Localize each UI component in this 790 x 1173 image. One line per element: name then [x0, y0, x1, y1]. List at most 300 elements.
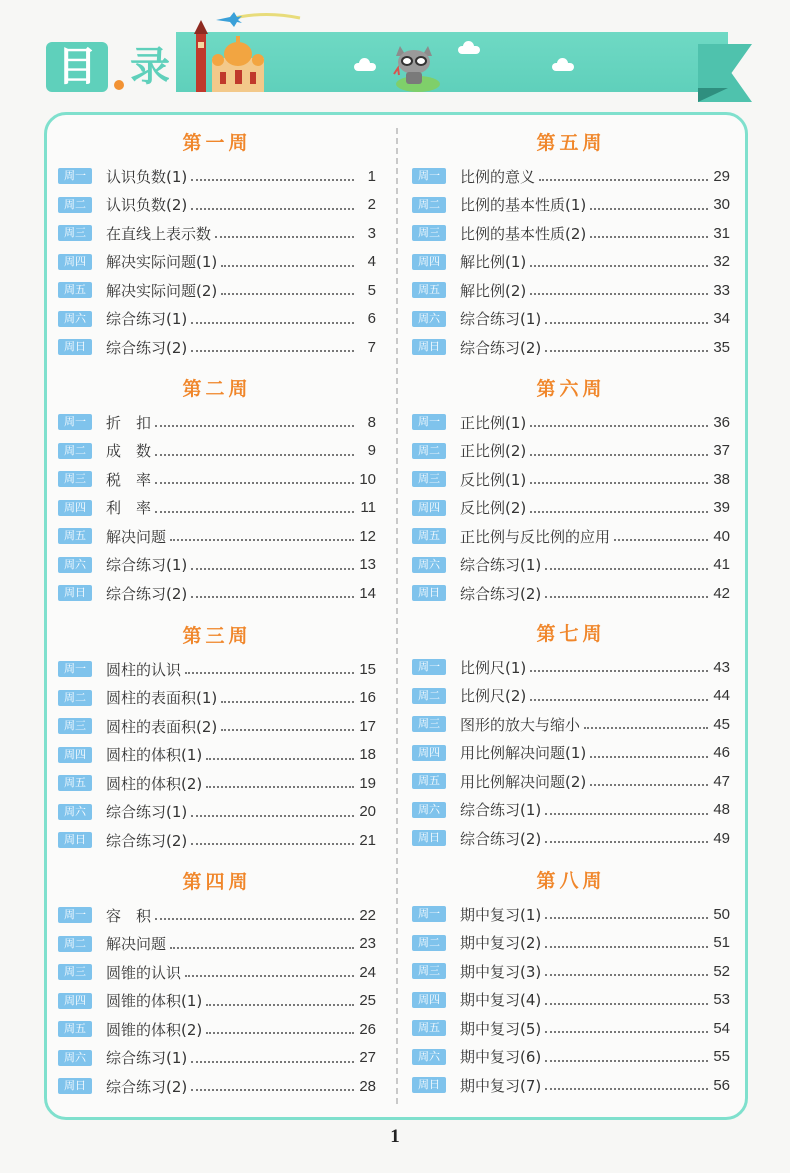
entry-title: 综合练习(2) [106, 338, 188, 357]
day-badge: 周日 [412, 1077, 446, 1093]
entry-title: 比例的意义 [460, 167, 536, 186]
page-number: 9 [367, 442, 376, 460]
entry-title: 解决问题 [106, 527, 167, 546]
entry-title: 综合练习(2) [460, 829, 542, 848]
entry-title: 解比例(2) [460, 281, 527, 300]
entry-title: 综合练习(1) [460, 556, 542, 575]
dot-leader [530, 511, 708, 513]
cloud-icon [458, 46, 480, 54]
entry-title: 比例的基本性质(2) [460, 224, 587, 243]
week-title: 第六周 [536, 378, 606, 400]
page-number: 36 [713, 413, 730, 431]
week-title: 第五周 [536, 132, 606, 154]
toc-entry[interactable] [412, 739, 730, 768]
entry-title: 期中复习(2) [460, 934, 542, 953]
dot-leader [545, 1088, 708, 1090]
dot-leader [191, 568, 354, 570]
dot-leader [545, 1060, 708, 1062]
toc-entry[interactable] [58, 826, 376, 855]
page-number: 14 [359, 584, 376, 602]
entry-title: 圆锥的体积(1) [106, 992, 203, 1011]
day-badge: 周四 [412, 254, 446, 270]
week-title: 第八周 [536, 870, 606, 892]
page-number: 47 [713, 772, 730, 790]
day-badge: 周二 [412, 197, 446, 213]
entry-title: 综合练习(2) [460, 584, 542, 603]
dot-leader [191, 843, 354, 845]
day-badge: 周二 [58, 197, 92, 213]
dot-leader [206, 1032, 354, 1034]
entry-title: 解决问题 [106, 935, 167, 954]
toc-entry[interactable] [58, 930, 376, 959]
toc-entry[interactable] [58, 1044, 376, 1073]
page-number: 29 [713, 167, 730, 185]
toc-entry[interactable] [58, 191, 376, 220]
toc-entry[interactable] [412, 551, 730, 580]
dot-leader [170, 947, 354, 949]
dot-leader [614, 539, 708, 541]
day-badge: 周三 [412, 225, 446, 241]
day-badge: 周一 [412, 659, 446, 675]
dot-leader [170, 539, 354, 541]
day-badge: 周一 [58, 168, 92, 184]
toc-entry[interactable] [412, 494, 730, 523]
day-badge: 周三 [412, 471, 446, 487]
page-number: 43 [713, 658, 730, 676]
entry-title: 利 率 [106, 499, 152, 518]
day-badge: 周五 [412, 1020, 446, 1036]
page-number: 5 [367, 281, 376, 299]
day-badge: 周六 [412, 802, 446, 818]
dot-leader [191, 596, 354, 598]
dot-leader [530, 482, 708, 484]
dot-leader [530, 425, 708, 427]
dot-leader [215, 236, 354, 238]
entry-title: 圆锥的体积(2) [106, 1020, 203, 1039]
week-section [58, 372, 376, 608]
week-section [58, 619, 376, 855]
page-number: 55 [713, 1048, 730, 1066]
entry-title: 解决实际问题(1) [106, 253, 218, 272]
page-number: 26 [359, 1020, 376, 1038]
entry-title: 比例尺(2) [460, 687, 527, 706]
toc-entry[interactable] [412, 276, 730, 305]
toc-entry[interactable] [412, 522, 730, 551]
toc-entry[interactable] [58, 162, 376, 191]
day-badge: 周五 [58, 528, 92, 544]
dot-leader [191, 350, 354, 352]
day-badge: 周六 [412, 557, 446, 573]
day-badge: 周五 [58, 775, 92, 791]
toc-entry[interactable] [412, 162, 730, 191]
entry-title: 期中复习(5) [460, 1019, 542, 1038]
dot-leader [206, 1004, 354, 1006]
week-section [412, 372, 730, 608]
page-number: 28 [359, 1077, 376, 1095]
entry-title: 期中复习(1) [460, 905, 542, 924]
toc-entry[interactable] [58, 333, 376, 362]
day-badge: 周一 [58, 414, 92, 430]
day-badge: 周六 [58, 1050, 92, 1066]
week-section [412, 126, 730, 362]
toc-entry[interactable] [412, 682, 730, 711]
page-number: 18 [359, 746, 376, 764]
toc-entry[interactable] [58, 408, 376, 437]
cathedral-icon [192, 18, 268, 92]
raccoon-mascot-icon [390, 40, 440, 92]
day-badge: 周六 [412, 311, 446, 327]
day-badge: 周一 [58, 907, 92, 923]
toc-entry[interactable] [412, 900, 730, 929]
entry-title: 用比例解决问题(1) [460, 744, 587, 763]
day-badge: 周日 [58, 1078, 92, 1094]
page-number: 39 [713, 499, 730, 517]
entry-title: 圆柱的表面积(1) [106, 689, 218, 708]
page-number: 35 [713, 338, 730, 356]
toc-entry[interactable] [412, 929, 730, 958]
toc-entry[interactable] [58, 741, 376, 770]
entry-title: 综合练习(1) [106, 310, 188, 329]
dot-leader [545, 1031, 708, 1033]
toc-entry[interactable] [58, 305, 376, 334]
entry-title: 正比例与反比例的应用 [460, 527, 611, 546]
toc-entry[interactable] [58, 579, 376, 608]
dot-leader [545, 1003, 708, 1005]
toc-entry[interactable] [412, 248, 730, 277]
entry-title: 圆柱的表面积(2) [106, 717, 218, 736]
day-badge: 周日 [412, 339, 446, 355]
page-number: 53 [713, 991, 730, 1009]
day-badge: 周六 [412, 1049, 446, 1065]
entry-title: 期中复习(6) [460, 1048, 542, 1067]
entry-title: 解决实际问题(2) [106, 281, 218, 300]
day-badge: 周二 [58, 936, 92, 952]
dot-leader [539, 179, 708, 181]
toc-entry[interactable] [58, 987, 376, 1016]
toc-entry[interactable] [58, 465, 376, 494]
page-number: 12 [359, 527, 376, 545]
dot-leader [545, 813, 708, 815]
page-number: 48 [713, 801, 730, 819]
toc-entry[interactable] [58, 655, 376, 684]
toc-entry[interactable] [58, 958, 376, 987]
toc-entry[interactable] [412, 408, 730, 437]
week-title: 第一周 [182, 132, 252, 154]
cloud-icon [552, 63, 574, 71]
page-number: 8 [367, 413, 376, 431]
dot-leader [155, 511, 354, 513]
dot-leader [206, 758, 354, 760]
dot-leader [221, 265, 354, 267]
toc-entry[interactable] [412, 191, 730, 220]
page-number: 37 [713, 442, 730, 460]
dot-leader [221, 293, 354, 295]
day-badge: 周五 [58, 1021, 92, 1037]
toc-entry[interactable] [412, 579, 730, 608]
page-number: 44 [713, 687, 730, 705]
page-number: 20 [359, 803, 376, 821]
page-number: 6 [367, 310, 376, 328]
page-number: 15 [359, 660, 376, 678]
week-section [58, 865, 376, 1101]
week-title: 第三周 [182, 625, 252, 647]
dot-leader [191, 1061, 354, 1063]
toc-entry[interactable] [412, 1043, 730, 1072]
dot-leader [191, 322, 354, 324]
entry-title: 图形的放大与缩小 [460, 715, 581, 734]
toc-entry[interactable] [412, 796, 730, 825]
day-badge: 周四 [58, 500, 92, 516]
page-number: 13 [359, 556, 376, 574]
toc-entry[interactable] [412, 219, 730, 248]
day-badge: 周五 [412, 282, 446, 298]
day-badge: 周日 [58, 339, 92, 355]
entry-title: 圆柱的体积(1) [106, 746, 203, 765]
dot-leader [155, 482, 354, 484]
dot-leader [530, 454, 708, 456]
page-number: 41 [713, 556, 730, 574]
dot-leader [584, 727, 708, 729]
page-number: 32 [713, 253, 730, 271]
day-badge: 周日 [412, 830, 446, 846]
page-number: 52 [713, 962, 730, 980]
toc-entry[interactable] [412, 333, 730, 362]
toc-entry[interactable] [58, 522, 376, 551]
entry-title: 期中复习(7) [460, 1076, 542, 1095]
page-number: 30 [713, 196, 730, 214]
day-badge: 周三 [412, 716, 446, 732]
day-badge: 周六 [58, 311, 92, 327]
day-badge: 周四 [412, 745, 446, 761]
toc-entry[interactable] [412, 767, 730, 796]
toc-entry[interactable] [412, 305, 730, 334]
entry-title: 正比例(1) [460, 413, 527, 432]
entry-title: 反比例(1) [460, 470, 527, 489]
page-number: 25 [359, 992, 376, 1010]
dot-leader [590, 236, 708, 238]
page-number: 19 [359, 774, 376, 792]
page-number: 17 [359, 717, 376, 735]
toc-entry[interactable] [58, 901, 376, 930]
page-number: 1 [390, 1126, 400, 1147]
toc-entry[interactable] [412, 986, 730, 1015]
toc-entry[interactable] [58, 1015, 376, 1044]
dot-leader [221, 701, 354, 703]
day-badge: 周五 [58, 282, 92, 298]
toc-entry[interactable] [58, 551, 376, 580]
day-badge: 周四 [412, 992, 446, 1008]
entry-title: 圆柱的认识 [106, 660, 182, 679]
toc-entry[interactable] [412, 653, 730, 682]
week-section [412, 864, 730, 1100]
day-badge: 周三 [58, 964, 92, 980]
day-badge: 周三 [58, 225, 92, 241]
page-number: 3 [367, 224, 376, 242]
dot-leader [221, 729, 354, 731]
day-badge: 周一 [412, 414, 446, 430]
entry-title: 成 数 [106, 442, 152, 461]
page-number: 27 [359, 1049, 376, 1067]
entry-title: 综合练习(2) [106, 584, 188, 603]
week-title: 第七周 [536, 623, 606, 645]
day-badge: 周六 [58, 557, 92, 573]
page-number: 49 [713, 829, 730, 847]
toc-entry[interactable] [58, 712, 376, 741]
page-number: 22 [359, 906, 376, 924]
entry-title: 期中复习(4) [460, 991, 542, 1010]
entry-title: 用比例解决问题(2) [460, 772, 587, 791]
toc-entry[interactable] [58, 219, 376, 248]
dot-leader [545, 917, 708, 919]
day-badge: 周二 [412, 443, 446, 459]
column-divider [396, 128, 398, 1104]
day-badge: 周日 [58, 585, 92, 601]
entry-title: 反比例(2) [460, 499, 527, 518]
page-number: 42 [713, 584, 730, 602]
dot-leader [545, 946, 708, 948]
day-badge: 周三 [412, 963, 446, 979]
toc-entry[interactable] [58, 769, 376, 798]
dot-leader [155, 918, 354, 920]
entry-title: 税 率 [106, 470, 152, 489]
page-number: 34 [713, 310, 730, 328]
dot-leader [185, 672, 354, 674]
day-badge: 周二 [58, 443, 92, 459]
dot-leader [545, 322, 708, 324]
week-title: 第四周 [182, 871, 252, 893]
entry-title: 综合练习(1) [106, 803, 188, 822]
day-badge: 周日 [58, 832, 92, 848]
week-section [58, 126, 376, 362]
entry-title: 折 扣 [106, 413, 152, 432]
entry-title: 容 积 [106, 906, 152, 925]
page-number: 46 [713, 744, 730, 762]
page-number: 1 [367, 167, 376, 185]
toc-entry[interactable] [58, 437, 376, 466]
page-number: 56 [713, 1076, 730, 1094]
toc-entry[interactable] [412, 957, 730, 986]
dot-leader [155, 425, 354, 427]
page-number: 38 [713, 470, 730, 488]
dot-leader [191, 179, 354, 181]
toc-entry[interactable] [58, 276, 376, 305]
week-section [412, 617, 730, 853]
day-badge: 周四 [58, 254, 92, 270]
entry-title: 正比例(2) [460, 442, 527, 461]
dot-leader [545, 841, 708, 843]
page-number: 50 [713, 905, 730, 923]
entry-title: 圆锥的认识 [106, 963, 182, 982]
title-dot [114, 80, 124, 90]
dot-leader [545, 568, 708, 570]
dot-leader [530, 670, 708, 672]
page-number: 21 [359, 831, 376, 849]
dot-leader [590, 784, 708, 786]
entry-title: 比例尺(1) [460, 658, 527, 677]
page-number: 31 [713, 224, 730, 242]
page-number: 24 [359, 963, 376, 981]
toc-entry[interactable] [412, 710, 730, 739]
week-title: 第二周 [182, 378, 252, 400]
page-number: 23 [359, 935, 376, 953]
page-number: 2 [367, 196, 376, 214]
day-badge: 周五 [412, 528, 446, 544]
page-number: 4 [367, 253, 376, 271]
day-badge: 周日 [412, 585, 446, 601]
entry-title: 解比例(1) [460, 253, 527, 272]
day-badge: 周四 [58, 993, 92, 1009]
cloud-icon [354, 63, 376, 71]
toc-entry[interactable] [412, 824, 730, 853]
page-number: 16 [359, 689, 376, 707]
dot-leader [206, 786, 354, 788]
day-badge: 周六 [58, 804, 92, 820]
dot-leader [530, 699, 708, 701]
toc-entry[interactable] [58, 798, 376, 827]
entry-title: 综合练习(1) [106, 556, 188, 575]
dot-leader [590, 208, 708, 210]
page-number: 33 [713, 281, 730, 299]
day-badge: 周二 [412, 688, 446, 704]
day-badge: 周四 [58, 747, 92, 763]
dot-leader [545, 350, 708, 352]
entry-title: 综合练习(1) [106, 1049, 188, 1068]
toc-entry[interactable] [58, 248, 376, 277]
page-number: 10 [359, 470, 376, 488]
day-badge: 周二 [58, 690, 92, 706]
entry-title: 比例的基本性质(1) [460, 196, 587, 215]
entry-title: 认识负数(1) [106, 167, 188, 186]
entry-title: 综合练习(2) [106, 831, 188, 850]
entry-title: 期中复习(3) [460, 962, 542, 981]
dot-leader [530, 293, 708, 295]
toc-entry[interactable] [412, 465, 730, 494]
entry-title: 综合练习(2) [460, 338, 542, 357]
day-badge: 周三 [58, 471, 92, 487]
page-number: 51 [713, 934, 730, 952]
entry-title: 综合练习(1) [460, 310, 542, 329]
day-badge: 周二 [412, 935, 446, 951]
entry-title: 认识负数(2) [106, 196, 188, 215]
day-badge: 周三 [58, 718, 92, 734]
dot-leader [191, 208, 354, 210]
entry-title: 综合练习(2) [106, 1077, 188, 1096]
page-number: 40 [713, 527, 730, 545]
page-number: 7 [367, 338, 376, 356]
day-badge: 周一 [412, 906, 446, 922]
day-badge: 周一 [412, 168, 446, 184]
dot-leader [530, 265, 708, 267]
toc-entry[interactable] [412, 437, 730, 466]
dot-leader [545, 596, 708, 598]
toc-entry[interactable] [412, 1014, 730, 1043]
toc-entry[interactable] [58, 1072, 376, 1101]
toc-entry[interactable] [58, 494, 376, 523]
page-number: 45 [713, 715, 730, 733]
entry-title: 在直线上表示数 [106, 224, 212, 243]
dot-leader [155, 454, 354, 456]
toc-entry[interactable] [412, 1071, 730, 1100]
entry-title: 综合练习(1) [460, 801, 542, 820]
title-char-2: 录 [130, 44, 170, 90]
title-char-1: 目 [46, 42, 108, 92]
page-number: 11 [360, 499, 376, 517]
dot-leader [590, 756, 708, 758]
dot-leader [185, 975, 354, 977]
toc-entry[interactable] [58, 684, 376, 713]
day-badge: 周一 [58, 661, 92, 677]
day-badge: 周四 [412, 500, 446, 516]
